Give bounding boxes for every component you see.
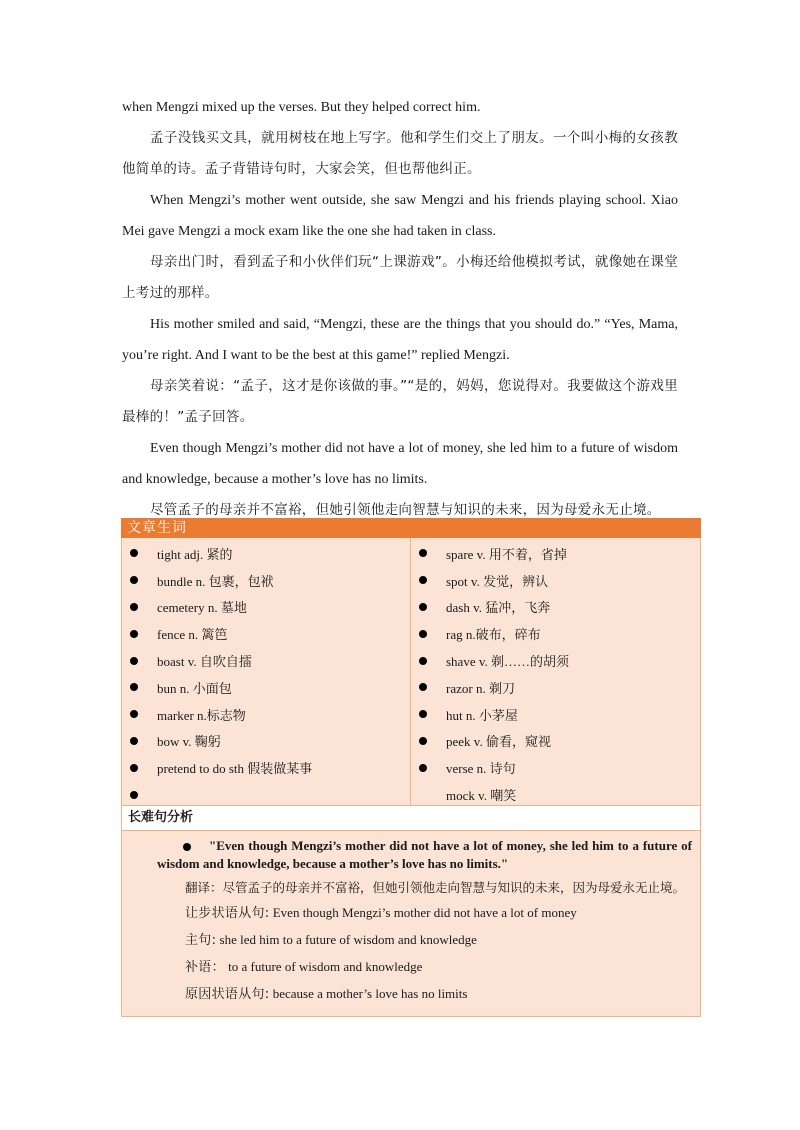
article-body: [122, 92, 678, 526]
bullet-icon: [130, 764, 138, 772]
bullet-icon: [419, 737, 427, 745]
paragraph-4: 母亲出门时，看到孟子和小伙伴们玩“上课游戏”。小梅还给他模拟考试，就像她在课堂上考过的那样。: [122, 254, 678, 301]
vocab-item: razor n. 剃刀: [411, 674, 700, 701]
bullet-icon: [419, 549, 427, 557]
analysis-label: 原因状语从句:: [185, 987, 270, 1002]
vocab-item: mock v. 嘲笑: [411, 781, 700, 808]
paragraph-7: Even though Mengzi’s mother did not have a lot of money, she led him to a future of wisdom and knowledge, because a mother’s love has no limits.: [122, 441, 678, 487]
bullet-icon: [419, 576, 427, 584]
vocab-item: [122, 781, 410, 808]
quote-text: "Even though Mengzi’s mother did not have a lot of money, she led him to a future of wisdom and knowledge, because a mother’s love has no limits.": [157, 838, 692, 871]
vocabulary-left-column: [122, 538, 411, 805]
bullet-icon: [130, 630, 138, 638]
paragraph-3: When Mengzi’s mother went outside, she saw Mengzi and his friends playing school. Xiao Mei gave Mengzi a mock exam like the one she had taken in class.: [122, 193, 678, 239]
paragraph-2: 孟子没钱买文具，就用树枝在地上写字。他和学生们交上了朋友。一个叫小梅的女孩教他简单的诗。孟子背错诗句时，大家会笑，但也帮他纠正。: [122, 130, 678, 177]
paragraph-8: 尽管孟子的母亲并不富裕，但她引领他走向智慧与知识的未来，因为母爱永无止境。: [150, 502, 661, 518]
analysis-line: [157, 984, 692, 1005]
bullet-icon: [419, 657, 427, 665]
vocabulary-title: 文章生词: [121, 518, 701, 538]
bullet-icon: [130, 683, 138, 691]
bullet-icon: [130, 657, 138, 665]
bullet-placeholder: [419, 791, 427, 799]
analysis-label: 主句:: [185, 933, 217, 948]
paragraph-5: His mother smiled and said, “Mengzi, these are the things that you should do.” “Yes, Mama, you’re right. And I want to be the best at this game!” replied Mengzi.: [122, 317, 678, 363]
bullet-icon: [130, 603, 138, 611]
vocab-item: marker n.标志物: [122, 701, 410, 728]
vocab-item: spot v. 发觉，辨认: [411, 567, 700, 594]
analysis-translation: 翻译：尽管孟子的母亲并不富裕，但她引领他走向智慧与知识的未来，因为母爱永无止境。: [185, 880, 686, 895]
vocab-item: rag n.破布，碎布: [411, 620, 700, 647]
vocabulary-section: [121, 518, 701, 1017]
analysis-line: [157, 930, 692, 951]
paragraph-1: when Mengzi mixed up the verses. But they helped correct him.: [122, 100, 481, 115]
vocab-item: pretend to do sth 假装做某事: [122, 754, 410, 781]
bullet-icon: [183, 843, 191, 851]
vocab-item: boast v. 自吹自擂: [122, 647, 410, 674]
bullet-icon: [130, 791, 138, 799]
bullet-icon: [419, 764, 427, 772]
bullet-icon: [130, 576, 138, 584]
vocab-item: hut n. 小茅屋: [411, 701, 700, 728]
paragraph-6: 母亲笑着说：“孟子，这才是你该做的事。”“是的，妈妈，您说得对。我要做这个游戏里最棒的！”孟子回答。: [122, 378, 678, 425]
vocab-item: peek v. 偷看，窥视: [411, 728, 700, 755]
vocab-item: spare v. 用不着，省掉: [411, 540, 700, 567]
analysis-title: 长难句分析: [121, 806, 701, 831]
vocab-item: verse n. 诗句: [411, 754, 700, 781]
vocab-item: bundle n. 包裹，包袱: [122, 567, 410, 594]
vocabulary-right-column: [411, 538, 700, 805]
analysis-label: 让步状语从句:: [185, 906, 270, 921]
analysis-label: 补语：: [185, 960, 225, 975]
analysis-text: to a future of wisdom and knowledge: [224, 959, 423, 974]
bullet-icon: [130, 549, 138, 557]
vocab-item: dash v. 猛冲，飞奔: [411, 594, 700, 621]
analysis-text: she led him to a future of wisdom and knowledge: [216, 932, 477, 947]
analysis-line: [157, 903, 692, 924]
analysis-text: Even though Mengzi’s mother did not have a lot of money: [269, 905, 577, 920]
vocab-item: fence n. 篱笆: [122, 620, 410, 647]
bullet-icon: [419, 710, 427, 718]
bullet-icon: [419, 603, 427, 611]
analysis-line: [157, 957, 692, 978]
vocab-item: bow v. 鞠躬: [122, 728, 410, 755]
bullet-icon: [130, 710, 138, 718]
vocab-item: bun n. 小面包: [122, 674, 410, 701]
bullet-icon: [419, 683, 427, 691]
vocab-item: tight adj. 紧的: [122, 540, 410, 567]
analysis-text: because a mother’s love has no limits: [269, 986, 468, 1001]
bullet-icon: [419, 630, 427, 638]
vocab-item: cemetery n. 墓地: [122, 594, 410, 621]
vocab-item: shave v. 剃……的胡须: [411, 647, 700, 674]
analysis-quote: [157, 837, 692, 873]
vocabulary-table: [121, 538, 701, 806]
analysis-section: [121, 831, 701, 1017]
bullet-icon: [130, 737, 138, 745]
